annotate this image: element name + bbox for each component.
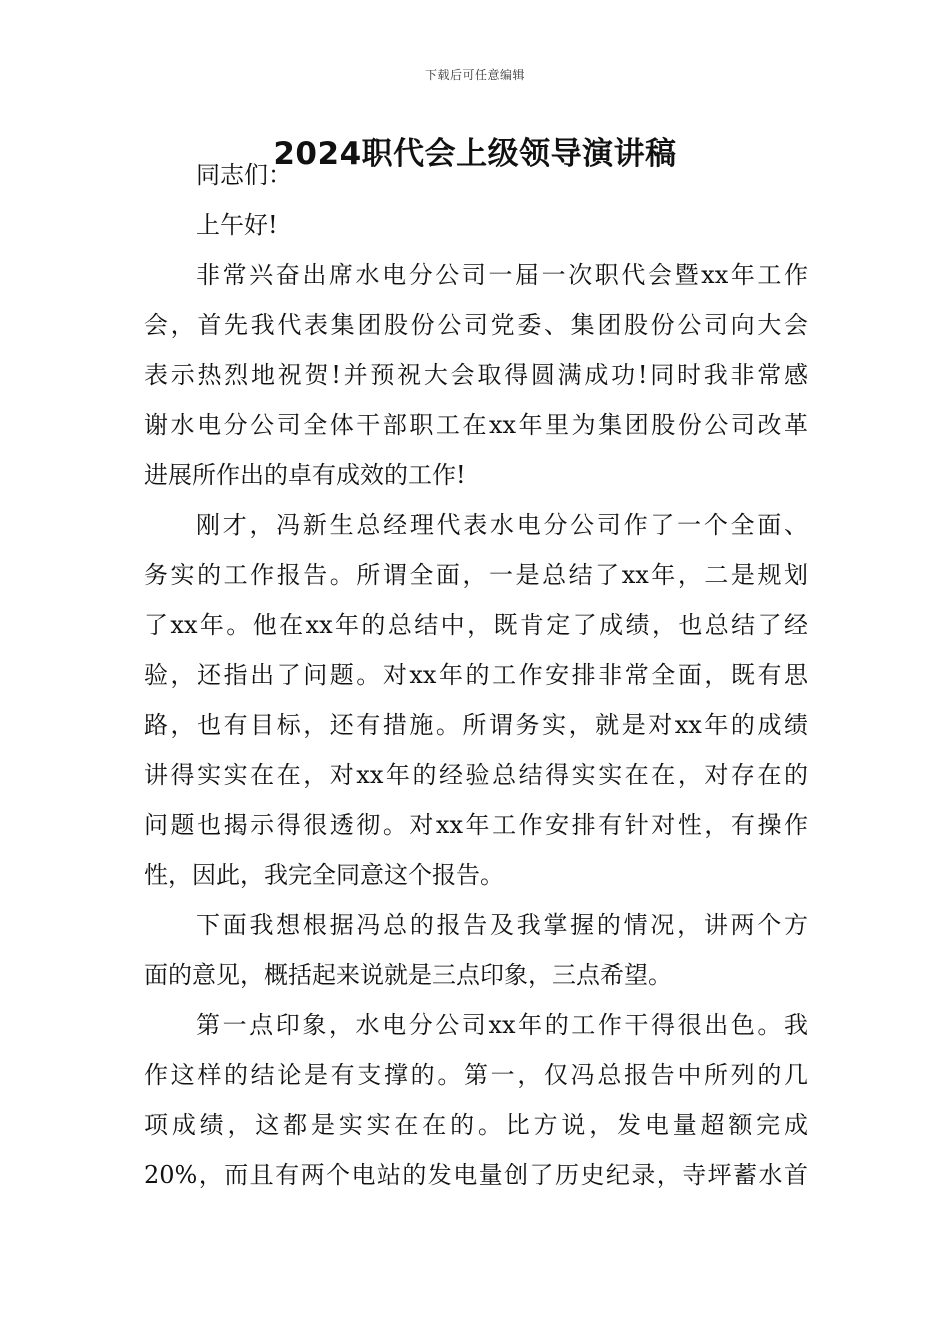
paragraph-line: 下面我想根据冯总的报告及我掌握的情况，讲两个方 [196, 911, 808, 939]
paragraph-line: 进展所作出的卓有成效的工作! [144, 461, 466, 489]
salutation: 同志们： [196, 161, 292, 189]
paragraph-line: 作这样的结论是有支撑的。第一，仅冯总报告中所列的几 [144, 1061, 808, 1089]
document-body [144, 150, 808, 1200]
paragraph-line: 表示热烈地祝贺!并预祝大会取得圆满成功!同时我非常感 [144, 361, 808, 389]
paragraph-line: 了xx年。他在xx年的总结中，既肯定了成绩，也总结了经 [144, 611, 808, 639]
paragraph-line: 非常兴奋出席水电分公司一届一次职代会暨xx年工作 [196, 261, 808, 289]
paragraph-line: 路，也有目标，还有措施。所谓务实，就是对xx年的成绩 [144, 711, 808, 739]
paragraph-line: 会，首先我代表集团股份公司党委、集团股份公司向大会 [144, 311, 808, 339]
paragraph-line: 验，还指出了问题。对xx年的工作安排非常全面，既有思 [144, 661, 808, 689]
paragraph-line: 谢水电分公司全体干部职工在xx年里为集团股份公司改革 [144, 411, 808, 439]
paragraph-line: 问题也揭示得很透彻。对xx年工作安排有针对性，有操作 [144, 811, 808, 839]
paragraph-line: 刚才，冯新生总经理代表水电分公司作了一个全面、 [196, 511, 808, 539]
paragraph-line: 讲得实实在在，对xx年的经验总结得实实在在，对存在的 [144, 761, 808, 789]
paragraph-line: 20%，而且有两个电站的发电量创了历史纪录，寺坪蓄水首 [144, 1161, 808, 1189]
paragraph-line: 第一点印象，水电分公司xx年的工作干得很出色。我 [196, 1011, 808, 1039]
paragraph-line: 务实的工作报告。所谓全面，一是总结了xx年，二是规划 [144, 561, 808, 589]
document-title: 2024职代会上级领导演讲稿 [273, 136, 677, 172]
header-note: 下载后可任意编辑 [424, 68, 525, 82]
greeting: 上午好! [196, 211, 278, 239]
paragraph-line: 性，因此，我完全同意这个报告。 [144, 861, 504, 889]
paragraph-line: 项成绩，这都是实实在在的。比方说，发电量超额完成 [144, 1111, 808, 1139]
paragraph-line: 面的意见，概括起来说就是三点印象，三点希望。 [144, 961, 672, 989]
